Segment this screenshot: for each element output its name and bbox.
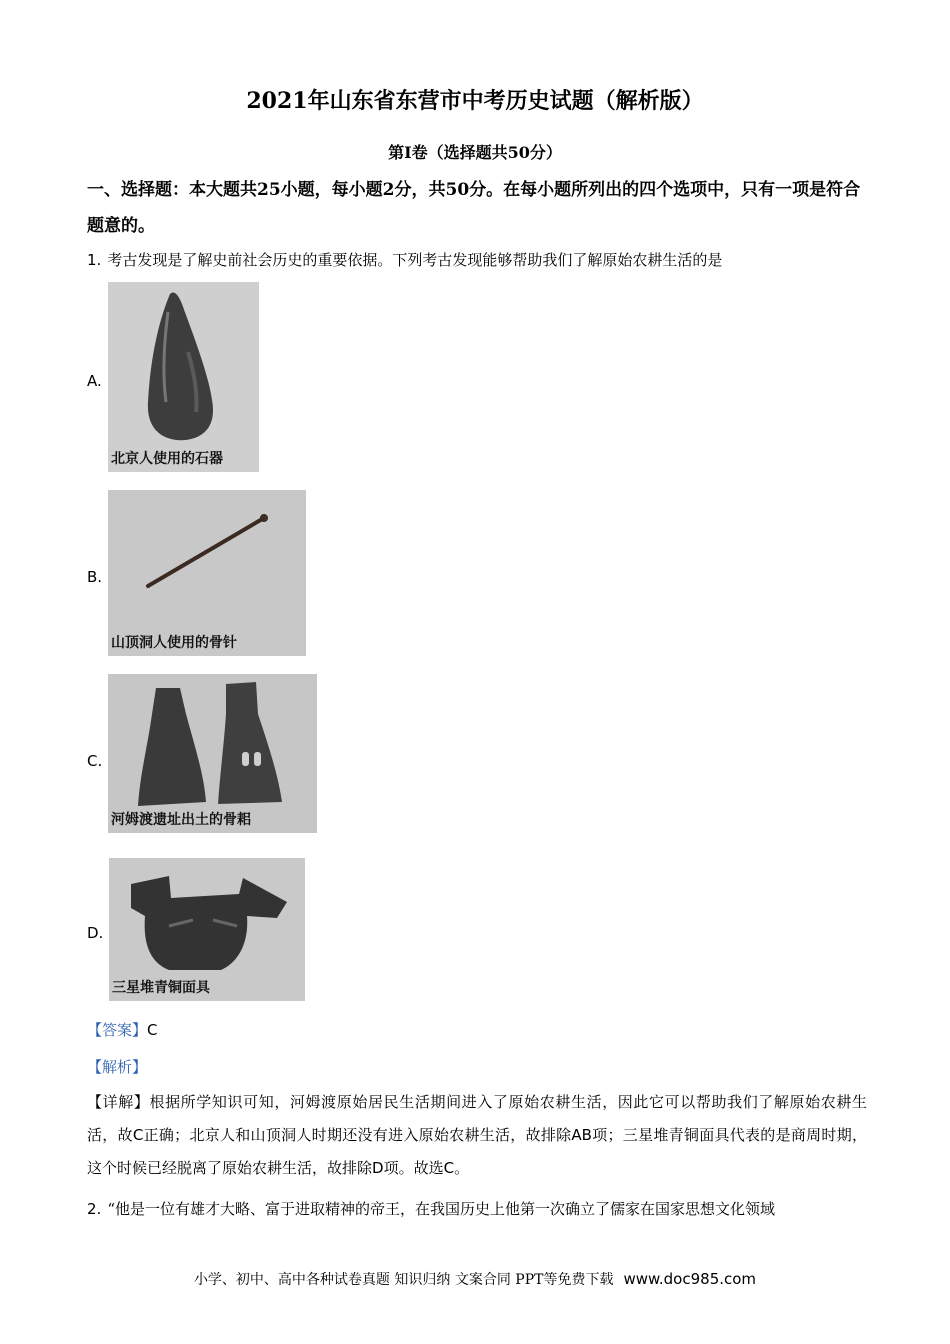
part-subtitle: 第Ⅰ卷（选择题共50分） [388,143,562,162]
detail-text-part: 项；三星堆青铜面具代表的是商周时期，这个时候已经脱离了原始农耕生活，故排除 [87,1126,867,1177]
question-text: 考古发现是了解史前社会历史的重要依据。下列考古发现能够帮助我们了解原始农耕生活的是 [107,251,723,269]
option-b-caption: 山顶洞人使用的骨针 [111,635,237,651]
footer-site-link[interactable]: www.doc985.com [623,1270,757,1288]
detail-text-part: 根据所学知识可知，河姆渡原始居民生活期间进入了原始农耕生活，因此它可以帮助我们了解原始农耕生活，故 [87,1093,867,1144]
detail-text-part: 正确；北京人和山顶洞人时期还没有进入原始农耕生活，故排除 [143,1126,572,1144]
option-c-label: C. [87,752,103,770]
option-a-image [108,282,259,472]
option-d-caption: 三星堆青铜面具 [112,980,210,996]
detail-option-c-final: C [443,1159,455,1177]
option-d-image [109,858,305,1001]
detail-option-ab: AB [571,1126,592,1144]
question-1 [87,248,867,272]
analysis-line [87,1056,147,1077]
option-a-label: A. [87,372,102,390]
question-text: “他是一位有雄才大略、富于进取精神的帝王，在我国历史上他第一次确立了儒家在国家思想文化领域 [107,1200,775,1218]
answer-tag: 【答案】 [87,1021,148,1039]
detail-option-c: C [132,1126,144,1144]
option-c-caption: 河姆渡遗址出土的骨耜 [111,812,251,828]
answer-value: C [147,1021,158,1039]
detail-text-part: 。 [454,1159,470,1177]
question-number: 2. [87,1200,102,1218]
option-c-image [108,674,317,833]
page-footer [0,1269,950,1289]
detail-option-d: D [372,1159,384,1177]
footer-text: 小学、初中、高中各种试卷真题 知识归纳 文案合同 PPT等免费下载 [193,1272,614,1288]
question-number: 1. [87,251,102,269]
document-title: 2021年山东省东营市中考历史试题（解析版） [246,88,704,114]
option-a-caption: 北京人使用的石器 [111,451,223,467]
answer-line [87,1019,158,1040]
detail-paragraph [87,1086,867,1185]
analysis-tag: 【解析】 [87,1058,148,1076]
section-heading: 一、选择题：本大题共25小题，每小题2分，共50分。在每小题所列出的四个选项中，只有一项是符合题意的。 [87,180,861,236]
option-b-label: B. [87,568,103,586]
detail-text-part: 项。故选 [383,1159,444,1177]
detail-tag: 【详解】 [87,1093,150,1111]
stone-tool-icon [108,282,259,472]
question-2 [87,1197,867,1221]
option-d-label: D. [87,924,104,942]
option-b-image [108,490,306,656]
